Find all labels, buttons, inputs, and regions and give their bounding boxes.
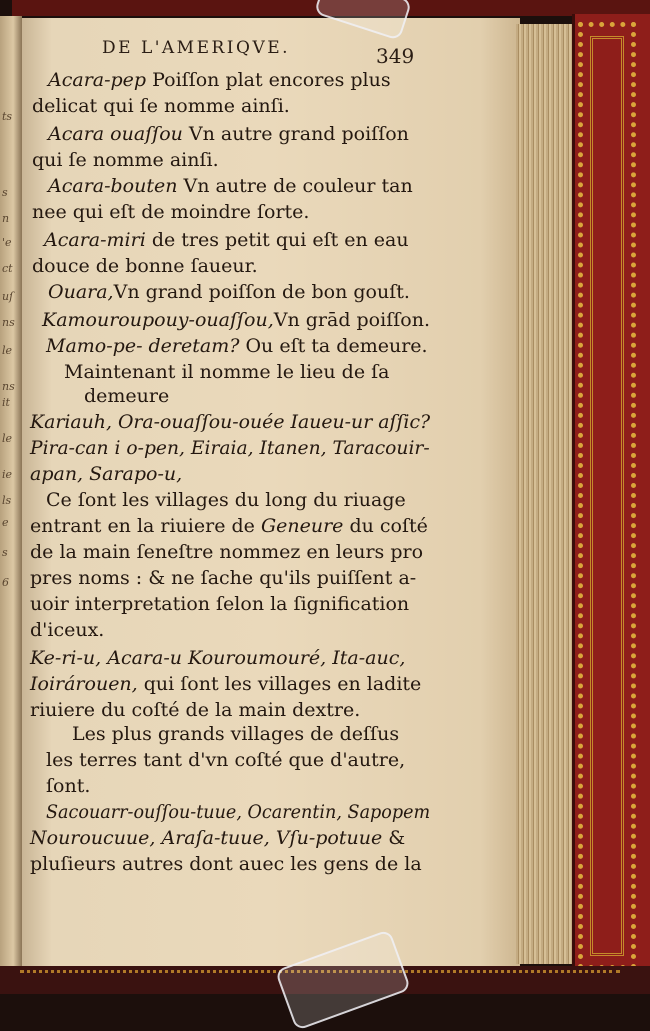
- text-line: [44, 228, 409, 252]
- text-segment: les terres tant d'vn coſté que d'autre,: [46, 749, 406, 771]
- text-line: [32, 94, 290, 118]
- italic-text-segment: Sacouarr-ouſſou-tuue, Ocarentin, Sapopem: [46, 801, 431, 823]
- margin-fragment: 6: [2, 576, 9, 589]
- text-line: [46, 800, 430, 824]
- running-head: DE L'AMERIQVE.: [102, 38, 291, 58]
- text-line: [30, 826, 405, 850]
- italic-text-segment: Kamouroupouy-ouaſſou,: [42, 309, 274, 331]
- text-line: [46, 748, 405, 772]
- text-segment: entrant en la riuiere de: [30, 515, 261, 537]
- text-line: [72, 722, 399, 746]
- margin-fragment: e: [2, 516, 9, 529]
- text-line: [32, 254, 258, 278]
- text-segment: nee qui eſt de moindre ſorte.: [32, 201, 310, 223]
- text-line: [30, 646, 405, 670]
- margin-fragment: n: [2, 212, 10, 225]
- text-line: [46, 488, 406, 512]
- text-line: [30, 436, 430, 460]
- italic-text-segment: Ke-ri-u, Acara-u Kouroumouré, Ita-auc,: [30, 647, 406, 669]
- text-segment: Ce ſont les villages du long du riuage: [46, 489, 406, 511]
- text-segment: Vn grand poiſſon de bon gouſt.: [113, 281, 410, 303]
- margin-fragment: uſ: [2, 290, 14, 303]
- text-segment: de la main ſeneſtre nommez en leurs pro: [30, 541, 424, 563]
- italic-text-segment: Pira-can i o-pen, Eiraia, Itanen, Taracouir-: [30, 437, 430, 459]
- margin-fragment: ls: [2, 494, 12, 507]
- text-line: [30, 672, 421, 696]
- italic-text-segment: Acara-bouten: [48, 175, 178, 197]
- text-line: [46, 774, 90, 798]
- margin-fragment: it: [2, 396, 10, 409]
- text-line: [32, 148, 219, 172]
- text-segment: riuiere du coſté de la main dextre.: [30, 699, 361, 721]
- page-number: 349: [376, 44, 415, 68]
- text-line: [30, 514, 428, 538]
- text-line: [30, 566, 416, 590]
- text-segment: pluſieurs autres dont auec les gens de la: [30, 853, 422, 875]
- text-segment: de tres petit qui eſt en eau: [145, 229, 409, 251]
- text-segment: ſont.: [46, 775, 91, 797]
- italic-text-segment: Mamo-pe- deretam?: [46, 335, 240, 357]
- text-line: [48, 174, 413, 198]
- text-segment: qui ſe nomme ainſi.: [32, 149, 219, 171]
- text-segment: demeure: [84, 385, 170, 407]
- italic-text-segment: Kariauh, Ora-ouaſſou-ouée Iaueu-ur aſſic?: [30, 411, 431, 433]
- text-segment: Vn autre grand poiſſon: [182, 123, 409, 145]
- text-line: [30, 410, 430, 434]
- margin-fragment: s: [2, 546, 8, 559]
- text-line: [48, 68, 391, 92]
- text-line: [30, 540, 423, 564]
- italic-text-segment: Ouara,: [48, 281, 114, 303]
- text-segment: Ou eſt ta demeure.: [239, 335, 428, 357]
- text-line: [48, 122, 409, 146]
- text-segment: douce de bonne ſaueur.: [32, 255, 258, 277]
- italic-text-segment: Acara ouaſſou: [48, 123, 183, 145]
- text-line: [32, 200, 309, 224]
- text-line: [64, 360, 389, 384]
- text-line: [46, 334, 428, 358]
- italic-text-segment: Geneure: [260, 515, 344, 537]
- italic-text-segment: Acara-miri: [44, 229, 146, 251]
- text-segment: d'iceux.: [30, 619, 105, 641]
- margin-fragment: le: [2, 432, 13, 445]
- margin-fragment: ns: [2, 380, 15, 393]
- margin-fragment: ie: [2, 468, 13, 481]
- text-line: [30, 592, 409, 616]
- text-segment: Les plus grands villages de deſſus: [72, 723, 400, 745]
- italic-text-segment: apan, Sarapo-u,: [30, 463, 183, 485]
- text-line: [84, 384, 169, 408]
- italic-text-segment: Acara-pep: [48, 69, 147, 91]
- text-line: [42, 308, 430, 332]
- margin-fragment: s: [2, 186, 8, 199]
- gilt-inner-border: [590, 36, 624, 956]
- text-segment: uoir interpretation ſelon la ſignification: [30, 593, 410, 615]
- page-block-edge: [516, 24, 572, 964]
- italic-text-segment: Ioirárouen,: [30, 673, 138, 695]
- text-segment: du coſté: [343, 515, 428, 537]
- text-segment: qui ſont les villages en ladite: [137, 673, 422, 695]
- text-segment: Vn autre de couleur tan: [177, 175, 413, 197]
- text-line: [30, 852, 422, 876]
- text-line: [30, 698, 360, 722]
- margin-fragment: ts: [2, 110, 13, 123]
- margin-fragment: ct: [2, 262, 13, 275]
- margin-fragment: ns: [2, 316, 15, 329]
- text-segment: &: [382, 827, 406, 849]
- text-line: [48, 280, 410, 304]
- text-segment: Vn grād poiſſon.: [273, 309, 430, 331]
- italic-text-segment: Nouroucuue, Araſa-tuue, Vſu-potuue: [30, 827, 383, 849]
- text-segment: Poiſſon plat encores plus: [146, 69, 391, 91]
- text-segment: Maintenant il nomme le lieu de ſa: [64, 361, 390, 383]
- margin-fragment: le: [2, 344, 13, 357]
- text-line: [30, 618, 104, 642]
- left-facing-page-edge: [0, 16, 22, 966]
- text-segment: pres noms : & ne ſache qu'ils puiſſent a-: [30, 567, 417, 589]
- text-line: [30, 462, 182, 486]
- text-segment: delicat qui ſe nomme ainſi.: [32, 95, 290, 117]
- margin-fragment: 'e: [2, 236, 12, 249]
